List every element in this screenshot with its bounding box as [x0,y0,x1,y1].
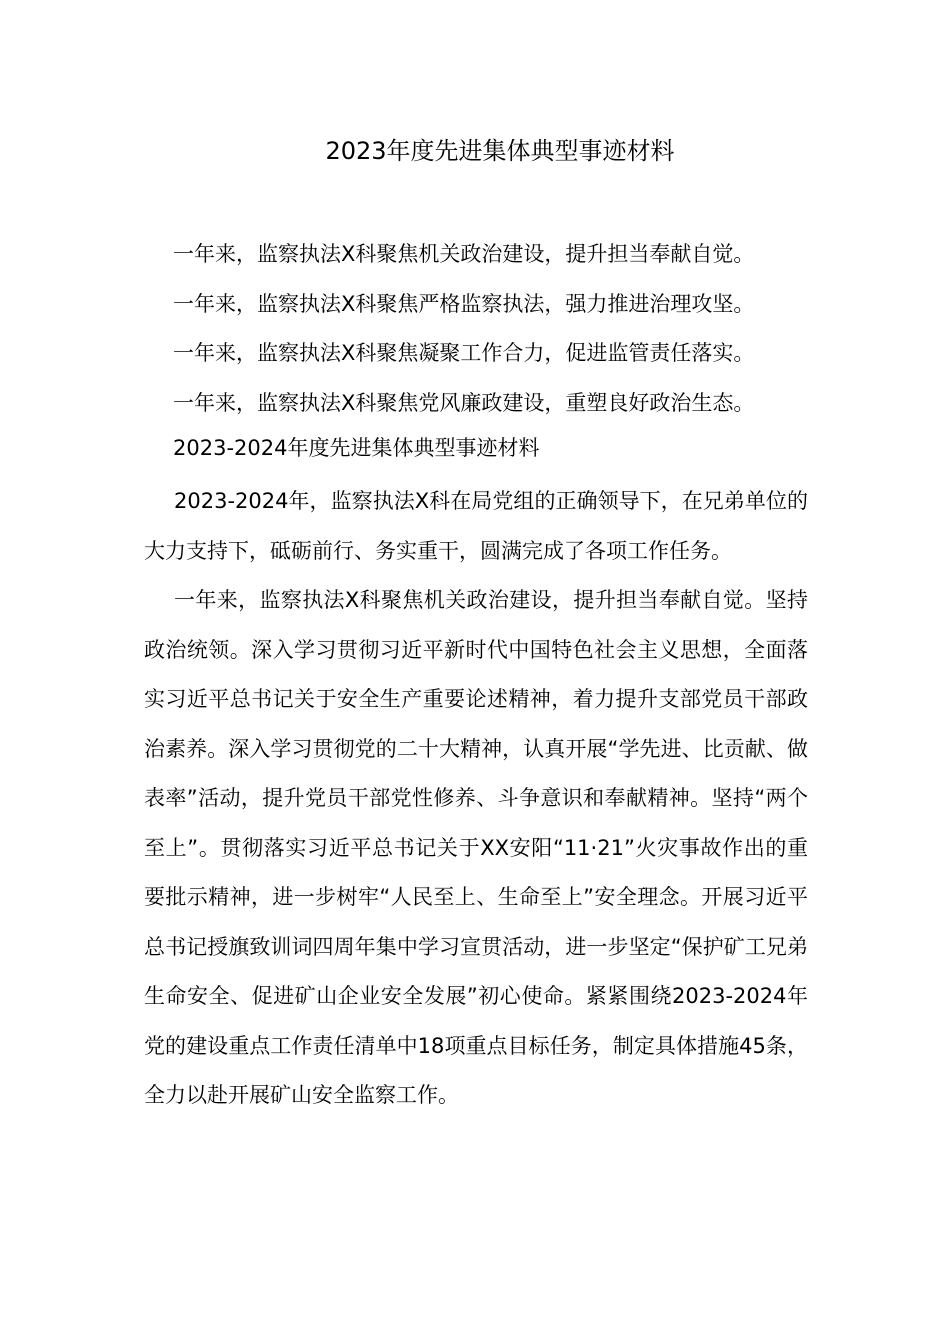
document-subtitle: 2023-2024年度先进集体典型事迹材料 [173,436,540,460]
document-title: 2023年度先进集体典型事迹材料 [325,137,675,165]
summary-line-1: 一年来，监察执法X科聚焦机关政治建设，提升担当奉献自觉。 [173,242,755,266]
body-paragraph-2: 一年来，监察执法X科聚焦机关政治建设，提升担当奉献自觉。坚持政治统领。深入学习贯彻习近平新时代中国特色社会主义思想，全面落实习近平总书记关于安全生产重要论述精神，着力提升支部党员干部政治素养。深入学习贯彻党的二十大精神，认真开展“学先进、比贡献、做表率”活动，提升党员干部党性修养、斗争意识和奉献精神。坚持“两个至上”。贯彻落实习近平总书记关于XX安阳“11·21”火灾事故作出的重要批示精神，进一步树牢“人民至上、生命至上”安全理念。开展习近平总书记授旗致训词四周年集中学习宣贯活动，进一步坚定“保护矿工兄弟生命安全、促进矿山企业安全发展”初心使命。紧紧围绕2023-2024年党的建设重点工作责任清单中18项重点目标任务，制定具体措施45条，全力以赴开展矿山安全监察工作。 [144,588,808,1107]
summary-line-4: 一年来，监察执法X科聚焦党风廉政建设，重塑良好政治生态。 [173,390,755,415]
summary-line-2: 一年来，监察执法X科聚焦严格监察执法，强力推进治理攻坚。 [173,291,755,316]
body-text [144,477,808,1121]
summary-line-3: 一年来，监察执法X科聚焦凝聚工作合力，促进监管责任落实。 [173,341,755,365]
body-paragraph-1: 2023-2024年，监察执法X科在局党组的正确领导下，在兄弟单位的大力支持下，砥砺前行、务实重干，圆满完成了各项工作任务。 [144,489,808,563]
summary-block [173,230,853,428]
